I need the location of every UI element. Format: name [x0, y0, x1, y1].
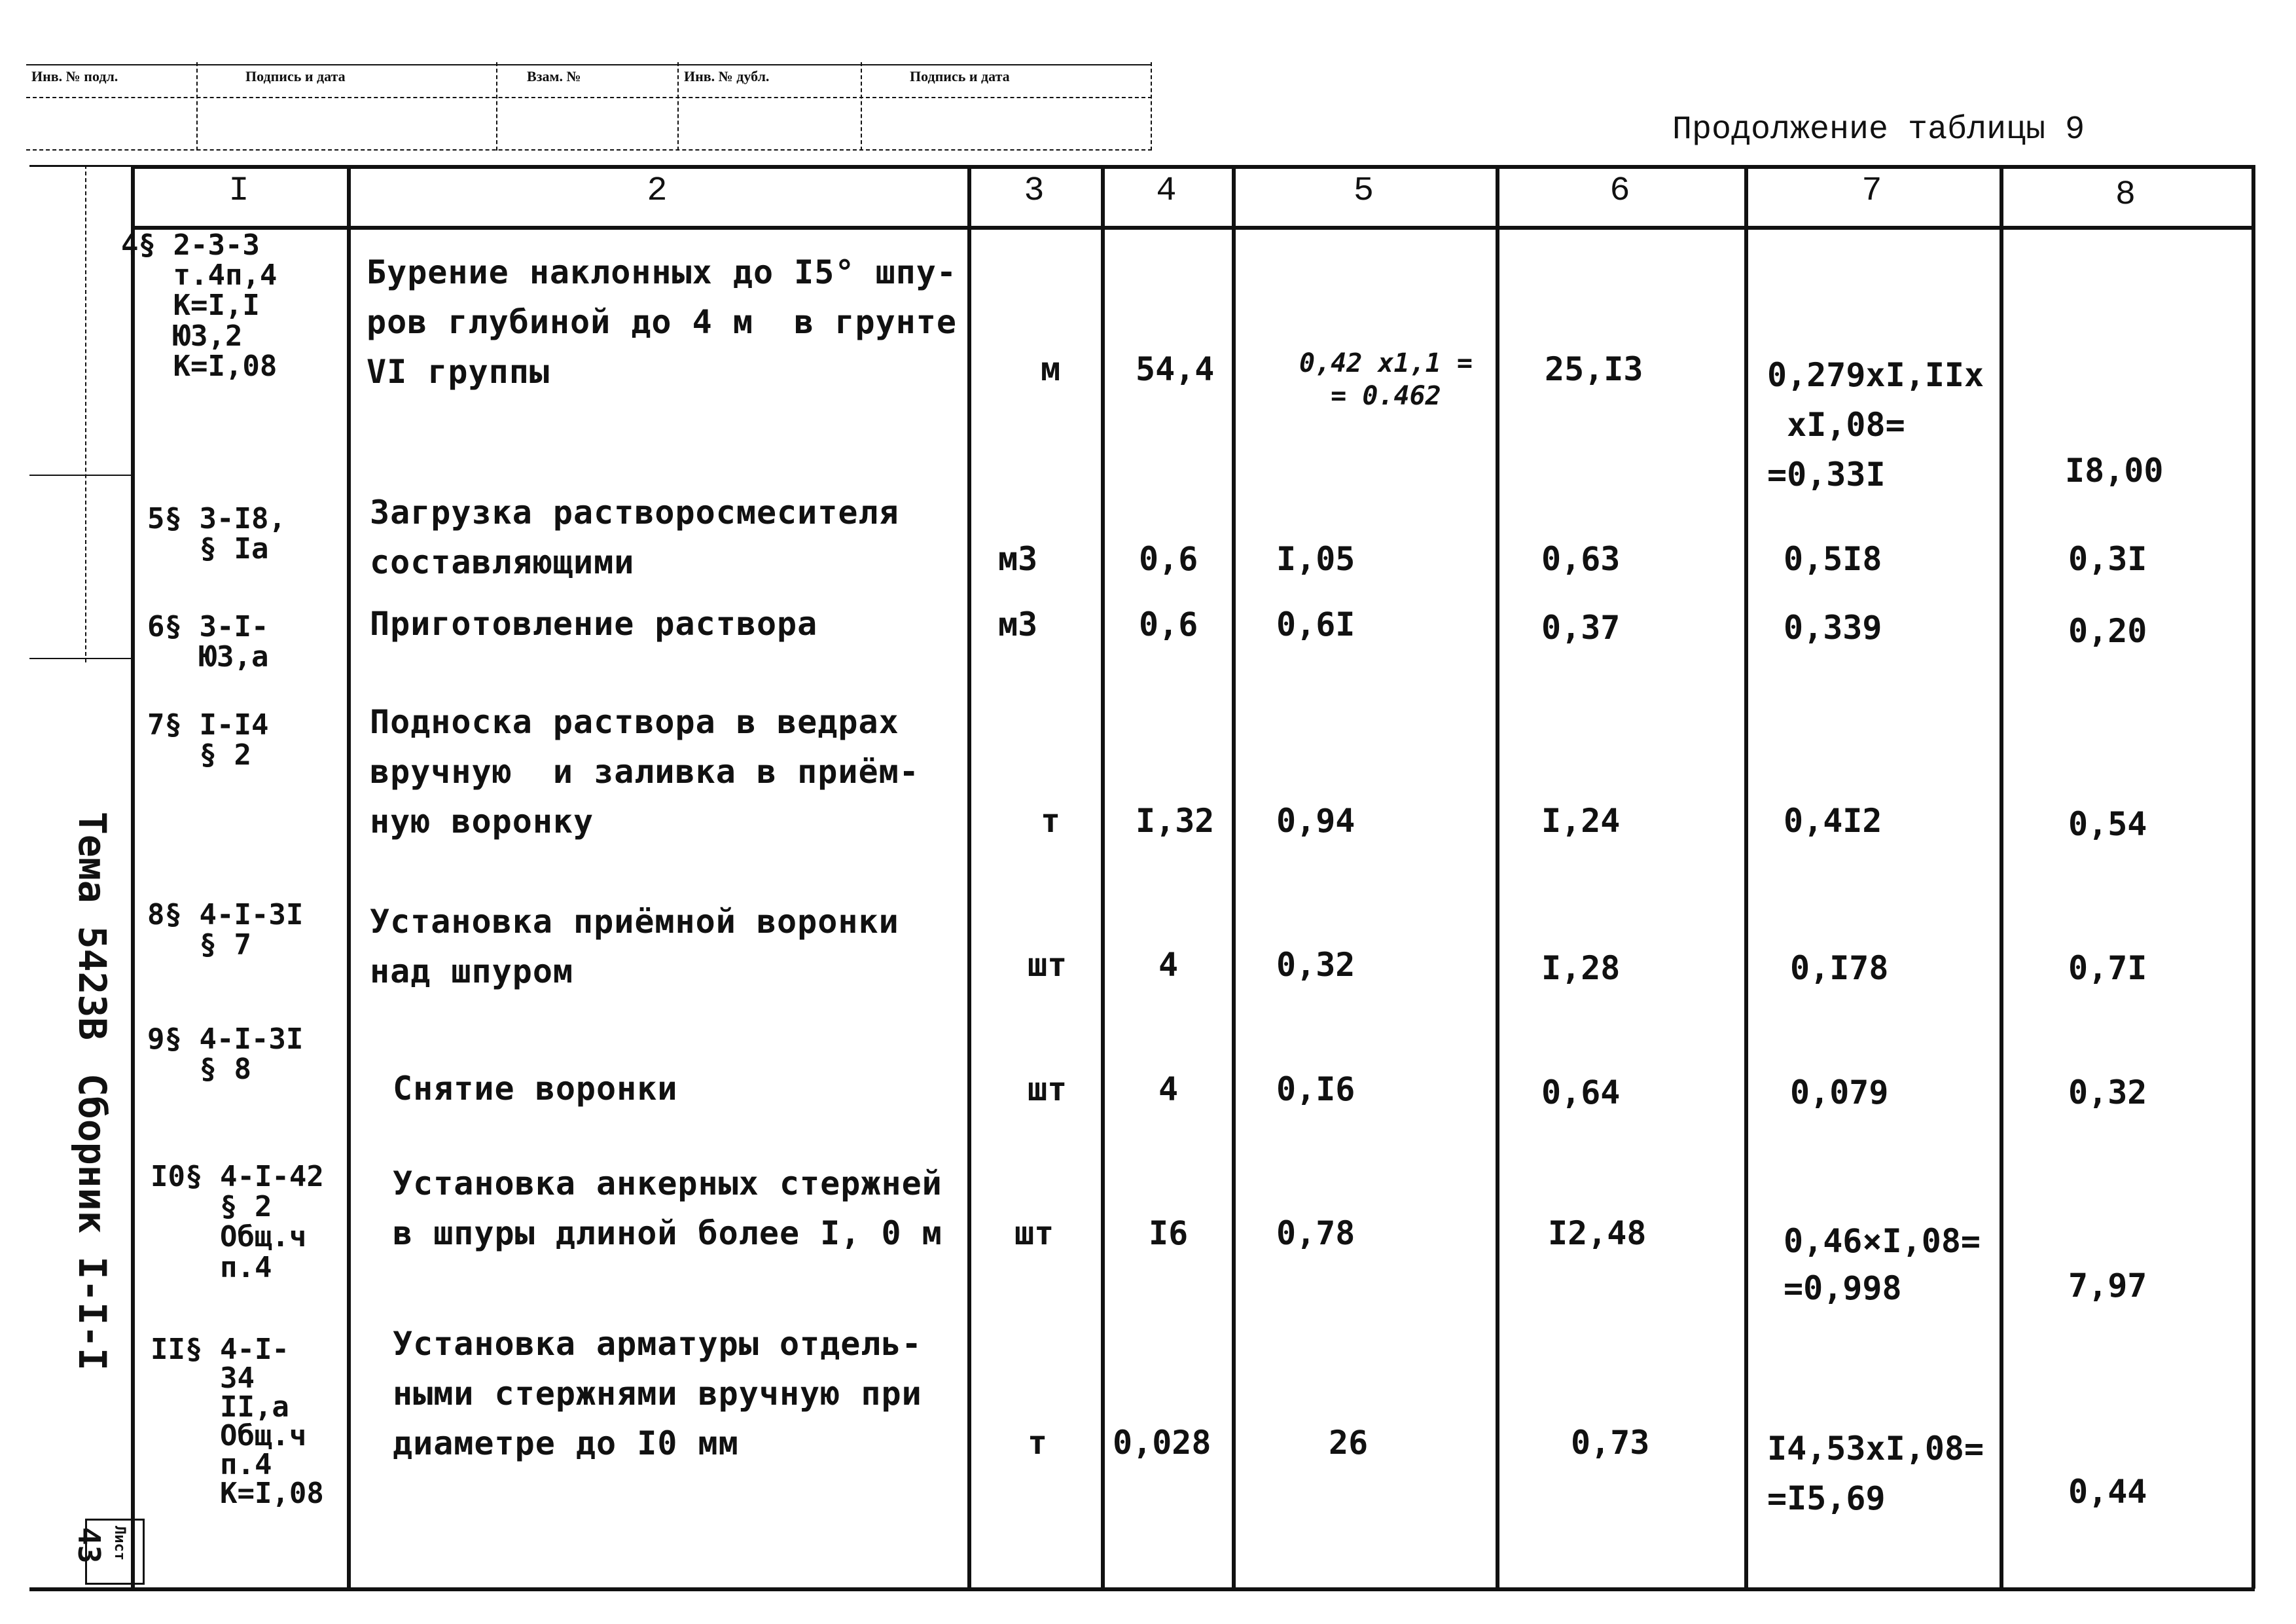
row-code: II§ 4-I- 34 II,а Общ.ч п.4 К=I,08 [151, 1333, 324, 1510]
column-header-2: 2 [647, 171, 668, 210]
row-col7: 0,46×I,08= =0,998 [1784, 1222, 1981, 1307]
row-code: 9§ 4-I-3I § 8 [147, 1022, 304, 1087]
row-col8: 0,32 [2068, 1074, 2147, 1111]
row-description: Установка анкерных стержней в шпуры длиной более I, 0 м [393, 1164, 942, 1252]
column-header-3: 3 [1024, 171, 1045, 210]
row-description: Установка арматуры отдель- ными стержнями вручную при диаметре до I0 мм [393, 1325, 922, 1462]
column-header-4: 4 [1156, 171, 1177, 210]
row-col5: 26 [1329, 1424, 1369, 1462]
row-col8: 0,20 [2068, 612, 2147, 650]
row-col4: 0,028 [1113, 1424, 1211, 1462]
row-unit: шт [1028, 1070, 1067, 1108]
table-title: Продолжение таблицы 9 [1672, 111, 2085, 149]
row-col6: I2,48 [1548, 1214, 1647, 1252]
column-header-1: I [228, 171, 249, 210]
row-code: 4§ 2-3-3 т.4п,4 К=I,I ЮЗ,2 К=I,08 [121, 228, 278, 383]
row-col8: I8,00 [2065, 452, 2164, 490]
row-col5: 0,94 [1276, 802, 1355, 840]
row-col8: 0,7I [2068, 949, 2147, 987]
row-unit: м [1041, 350, 1061, 388]
row-code: I0§ 4-I-42 § 2 Общ.ч п.4 [151, 1160, 324, 1284]
row-unit: м3 [998, 605, 1038, 643]
side-text-tema: Тема 5423В [70, 812, 115, 1041]
row-col4: I6 [1149, 1214, 1189, 1252]
row-col5: 0,42 x1,1 = = 0.462 [1299, 348, 1473, 411]
row-col5: 0,6I [1276, 605, 1355, 643]
row-col8: 0,3I [2068, 540, 2147, 578]
row-col7: 0,5I8 [1784, 540, 1882, 578]
row-unit: м3 [998, 540, 1038, 578]
row-col7: 0,339 [1784, 609, 1882, 647]
row-code: 8§ 4-I-3I § 7 [147, 898, 304, 962]
sheet-number: 43 [71, 1527, 107, 1564]
row-code: 6§ 3-I- ЮЗ,а [147, 610, 269, 674]
row-col7: 0,4I2 [1784, 802, 1882, 840]
row-code: 7§ I-I4 § 2 [147, 708, 269, 772]
stamp-label-vzam: Взам. № [527, 68, 581, 84]
side-text-sbornik: Сборник I-I-I [70, 1074, 115, 1371]
row-col4: 0,6 [1139, 605, 1198, 643]
row-col5: 0,I6 [1276, 1070, 1355, 1108]
row-col7: 0,079 [1790, 1074, 1889, 1111]
row-col4: 4 [1158, 1070, 1179, 1108]
row-col6: 0,37 [1541, 609, 1621, 647]
row-description: Снятие воронки [393, 1070, 678, 1108]
column-header-7: 7 [1861, 171, 1882, 210]
row-description: Загрузка растворосмесителя составляющими [370, 494, 899, 581]
row-code: 5§ 3-I8, § Ia [147, 502, 286, 566]
row-unit: т [1028, 1424, 1048, 1462]
row-col4: I,32 [1136, 802, 1215, 840]
row-unit: шт [1014, 1214, 1054, 1252]
column-header-8: 8 [2115, 175, 2136, 214]
row-col5: 0,78 [1276, 1214, 1355, 1252]
row-col6: 0,64 [1541, 1074, 1621, 1111]
stamp-label-podpis-1: Подпись и дата [245, 68, 346, 84]
row-col7: 0,I78 [1790, 949, 1889, 987]
row-description: Подноска раствора в ведрах вручную и заливка в приём- ную воронку [370, 703, 920, 840]
row-col8: 0,44 [2068, 1473, 2147, 1511]
row-col5: I,05 [1276, 540, 1355, 578]
column-header-6: 6 [1609, 171, 1630, 210]
row-col8: 0,54 [2068, 805, 2147, 843]
stamp-label-podpis-2: Подпись и дата [910, 68, 1010, 84]
row-col5: 0,32 [1276, 946, 1355, 984]
row-col4: 0,6 [1139, 540, 1198, 578]
stamp-label-inv-podl: Инв. № подл. [31, 68, 118, 84]
row-unit: т [1041, 802, 1061, 840]
row-col8: 7,97 [2068, 1267, 2147, 1305]
sheet-number-box [71, 1519, 145, 1585]
column-header-5: 5 [1353, 171, 1374, 210]
row-col4: 4 [1158, 946, 1179, 984]
row-col6: I,24 [1541, 802, 1621, 840]
row-col4: 54,4 [1136, 350, 1215, 388]
row-col7: 0,279xI,IIx xI,08= =0,33I [1767, 356, 1984, 494]
row-unit: шт [1028, 946, 1067, 984]
row-col6: 25,I3 [1545, 350, 1643, 388]
row-col6: I,28 [1541, 949, 1621, 987]
row-description: Установка приёмной воронки над шпуром [370, 903, 899, 990]
row-col7: I4,53xI,08= =I5,69 [1767, 1430, 1984, 1517]
row-col6: 0,63 [1541, 540, 1621, 578]
row-col6: 0,73 [1571, 1424, 1650, 1462]
row-description: Приготовление раствора [370, 605, 818, 643]
stamp-label-inv-dubl: Инв. № дубл. [684, 68, 770, 84]
sheet-label: Лист [111, 1526, 128, 1561]
row-description: Бурение наклонных до I5° шпу- ров глубиной до 4 м в грунте VI группы [367, 253, 957, 391]
